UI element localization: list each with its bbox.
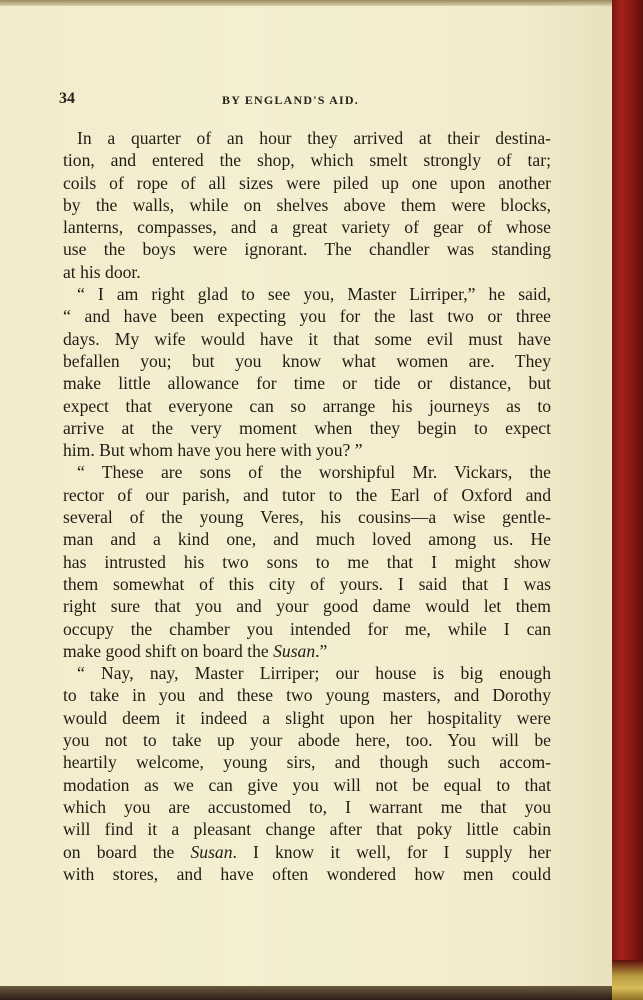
running-head: BY ENGLAND'S AID.: [222, 93, 359, 107]
text-line: make good shift on board the Susan.”: [63, 640, 328, 661]
text-line: right sure that you and your good dame would let them: [63, 596, 551, 617]
text-line: heartily welcome, young sirs, and though such accom-: [63, 752, 551, 773]
text-line: has intrusted his two sons to me that I might show: [63, 551, 551, 572]
text-line: arrive at the very moment when they begin to expect: [63, 417, 551, 438]
text-line: “ and have been expecting you for the last two or three: [63, 306, 551, 327]
text-line: rector of our parish, and tutor to the Earl of Oxford and: [63, 484, 551, 505]
text-line: expect that everyone can so arrange his journeys as to: [63, 395, 551, 416]
text-line: you not to take up your abode here, too. You will be: [63, 730, 551, 751]
body-text: [63, 127, 551, 885]
text-line: lanterns, compasses, and a great variety of gear of whose: [63, 217, 551, 238]
text-line: on board the Susan. I know it well, for I supply her: [63, 841, 551, 862]
page-bottom-edge: [0, 986, 612, 1000]
text-line: make little allowance for time or tide or distance, but: [63, 373, 551, 394]
text-line: would deem it indeed a slight upon her hospitality were: [63, 707, 551, 728]
text-line: “ Nay, nay, Master Lirriper; our house is big enough: [77, 663, 551, 684]
text-line: days. My wife would have it that some evil must have: [63, 328, 551, 349]
text-line: man and a kind one, and much loved among us. He: [63, 529, 551, 550]
text-line: several of the young Veres, his cousins—a wise gentle-: [63, 507, 551, 528]
text-line: at his door.: [63, 261, 141, 282]
text-line: modation as we can give you will not be equal to that: [63, 774, 551, 795]
page-number: 34: [59, 90, 75, 107]
binding-gilt-edge: [612, 960, 643, 1000]
page-header: [0, 90, 612, 112]
text-line: occupy the chamber you intended for me, while I can: [63, 618, 551, 639]
text-line: coils of rope of all sizes were piled up one upon another: [63, 172, 551, 193]
text-line: him. But whom have you here with you? ”: [63, 440, 363, 461]
book-binding: [612, 0, 643, 1000]
text-line: to take in you and these two young masters, and Dorothy: [63, 685, 551, 706]
text-line: befallen you; but you know what women are. They: [63, 350, 551, 371]
text-line: will find it a pleasant change after that poky little cabin: [63, 819, 551, 840]
text-line: “ I am right glad to see you, Master Lirriper,” he said,: [77, 284, 551, 305]
text-line: tion, and entered the shop, which smelt strongly of tar;: [63, 150, 551, 171]
page-top-edge: [0, 0, 612, 6]
text-line: use the boys were ignorant. The chandler was standing: [63, 239, 551, 260]
text-line: by the walls, while on shelves above them were blocks,: [63, 194, 551, 215]
text-line: them somewhat of this city of yours. I said that I was: [63, 573, 551, 594]
text-line: “ These are sons of the worshipful Mr. Vickars, the: [77, 462, 551, 483]
text-line: with stores, and have often wondered how men could: [63, 863, 551, 884]
text-line: In a quarter of an hour they arrived at their destina-: [77, 128, 551, 148]
text-line: which you are accustomed to, I warrant me that you: [63, 796, 551, 817]
